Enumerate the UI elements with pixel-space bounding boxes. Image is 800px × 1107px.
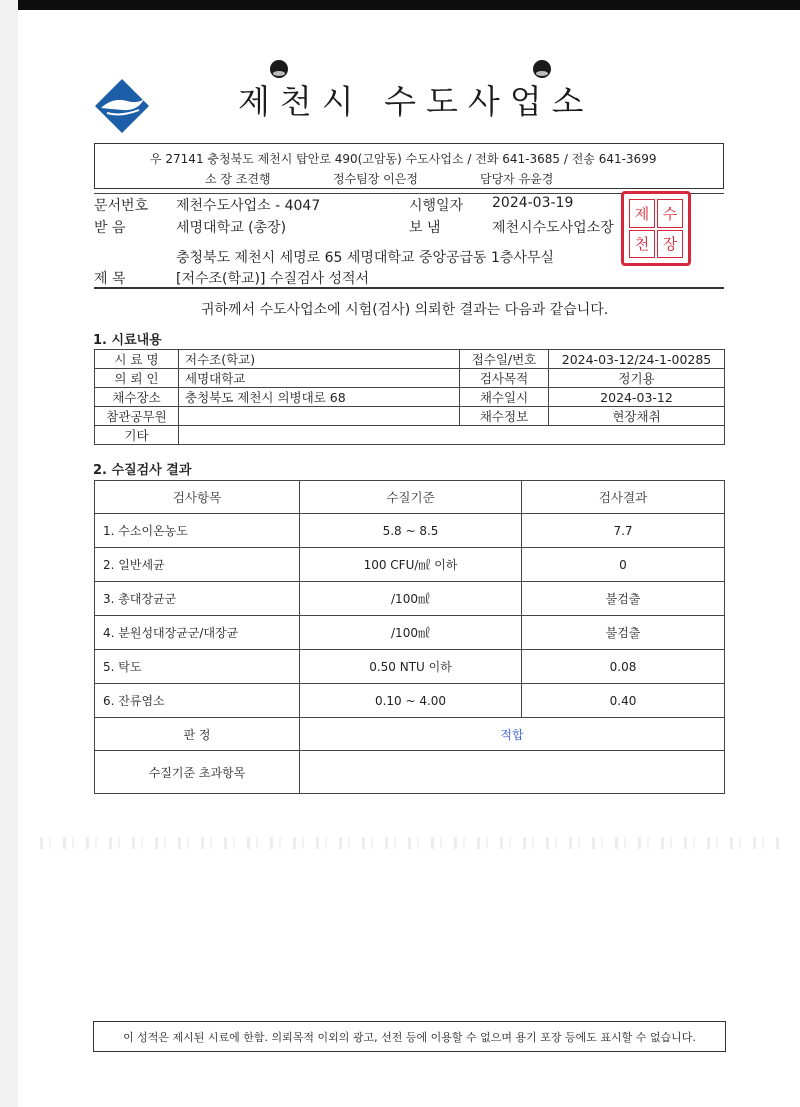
item-result: 7.7 xyxy=(522,514,725,548)
item-name: 2. 일반세균 xyxy=(95,548,300,582)
footer-text: 이 성적은 제시된 시료에 한함. 의뢰목적 이외의 광고, 선전 등에 이용할 수 없으며 용기 포장 등에도 표시할 수 없습니다. xyxy=(123,1030,696,1044)
scan-edge-top xyxy=(18,0,800,10)
item-standard: 0.50 NTU 이하 xyxy=(300,650,522,684)
sampling-date-label: 채수일시 xyxy=(460,388,549,407)
item-name: 4. 분원성대장균군/대장균 xyxy=(95,616,300,650)
stamp-char: 장 xyxy=(657,230,683,259)
sender-value: 제천시수도사업소장 xyxy=(492,220,614,236)
header-result: 검사결과 xyxy=(522,481,725,514)
item-name: 3. 총대장균군 xyxy=(95,582,300,616)
intro-text: 귀하께서 수도사업소에 시험(검사) 의뢰한 결과는 다음과 같습니다. xyxy=(201,302,609,318)
sample-name-label: 시 료 명 xyxy=(95,350,179,369)
table-row xyxy=(95,350,725,369)
section-title-sample: 1. 시료내용 xyxy=(93,333,162,348)
footer-notice xyxy=(93,1021,726,1052)
recipient-label: 받 음 xyxy=(94,220,126,236)
table-row xyxy=(95,369,725,388)
item-result: 불검출 xyxy=(522,582,725,616)
table-row xyxy=(95,514,725,548)
header-standard: 수질기준 xyxy=(300,481,522,514)
sampling-place-label: 채수장소 xyxy=(95,388,179,407)
scan-edge-left xyxy=(0,0,18,1107)
sampling-info-label: 채수정보 xyxy=(460,407,549,426)
recipient-value: 세명대학교 (총장) xyxy=(176,220,287,236)
subject-label: 제 목 xyxy=(94,271,126,287)
purpose-label: 검사목적 xyxy=(460,369,549,388)
scan-artifact xyxy=(40,837,780,849)
city-logo-icon xyxy=(93,77,151,135)
item-name: 6. 잔류염소 xyxy=(95,684,300,718)
table-header-row xyxy=(95,481,725,514)
item-result: 0 xyxy=(522,548,725,582)
table-row xyxy=(95,582,725,616)
item-result: 0.40 xyxy=(522,684,725,718)
stamp-char: 수 xyxy=(657,199,683,228)
judgment-label: 판 정 xyxy=(95,718,300,751)
judgment-row xyxy=(95,718,725,751)
address-box xyxy=(94,143,724,189)
sample-name-value: 저수조(학교) xyxy=(179,350,460,369)
other-label: 기타 xyxy=(95,426,179,445)
judgment-value: 적합 xyxy=(300,718,725,751)
table-row xyxy=(95,650,725,684)
subject-value: [저수조(학교)] 수질검사 성적서 xyxy=(176,271,370,287)
table-row xyxy=(95,426,725,445)
item-result: 불검출 xyxy=(522,616,725,650)
item-name: 5. 탁도 xyxy=(95,650,300,684)
official-seal-stamp xyxy=(621,191,691,266)
sample-info-table xyxy=(94,349,725,445)
receipt-label: 접수일/번호 xyxy=(460,350,549,369)
table-row xyxy=(95,548,725,582)
section-title-results: 2. 수질검사 결과 xyxy=(93,463,192,478)
exceed-row xyxy=(95,751,725,794)
requester-label: 의 뢰 인 xyxy=(95,369,179,388)
sampling-info-value: 현장채취 xyxy=(549,407,725,426)
date-label: 시행일자 xyxy=(409,198,464,214)
item-standard: 5.8 ~ 8.5 xyxy=(300,514,522,548)
table-row xyxy=(95,684,725,718)
sender-label: 보 냄 xyxy=(409,220,441,236)
stamp-char: 제 xyxy=(629,199,655,228)
team-leader: 정수팀장 이은정 xyxy=(333,172,418,186)
exceed-label: 수질기준 초과항목 xyxy=(95,751,300,794)
item-standard: 0.10 ~ 4.00 xyxy=(300,684,522,718)
table-row xyxy=(95,388,725,407)
stamp-char: 천 xyxy=(629,230,655,259)
doc-number-value: 제천수도사업소 - 4047 xyxy=(176,198,321,214)
item-standard: /100㎖ xyxy=(300,582,522,616)
purpose-value: 정기용 xyxy=(549,369,725,388)
director: 소 장 조견행 xyxy=(205,172,271,186)
receipt-value: 2024-03-12/24-1-00285 xyxy=(549,350,725,369)
requester-value: 세명대학교 xyxy=(179,369,460,388)
header-item: 검사항목 xyxy=(95,481,300,514)
person-in-charge: 담당자 유윤경 xyxy=(480,172,554,186)
observer-value xyxy=(179,407,460,426)
table-row xyxy=(95,407,725,426)
sampling-date-value: 2024-03-12 xyxy=(549,388,725,407)
item-result: 0.08 xyxy=(522,650,725,684)
exceed-value xyxy=(300,751,725,794)
date-value: 2024-03-19 xyxy=(492,195,574,211)
doc-number-label: 문서번호 xyxy=(94,198,149,214)
address-line: 우 27141 충청북도 제천시 탑안로 490(고암동) 수도사업소 / 전화 641-3685 / 전송 641-3699 xyxy=(150,152,657,166)
other-value xyxy=(179,426,725,445)
results-table xyxy=(94,480,725,794)
observer-label: 참관공무원 xyxy=(95,407,179,426)
divider-thick xyxy=(94,287,724,289)
sampling-place-value: 충청북도 제천시 의병대로 68 xyxy=(179,388,460,407)
table-row xyxy=(95,616,725,650)
organization-title: 제천시 수도사업소 xyxy=(238,82,594,121)
item-standard: /100㎖ xyxy=(300,616,522,650)
item-standard: 100 CFU/㎖ 이하 xyxy=(300,548,522,582)
recipient-address: 충청북도 제천시 세명로 65 세명대학교 중앙공급동 1층사무실 xyxy=(176,250,554,266)
item-name: 1. 수소이온농도 xyxy=(95,514,300,548)
